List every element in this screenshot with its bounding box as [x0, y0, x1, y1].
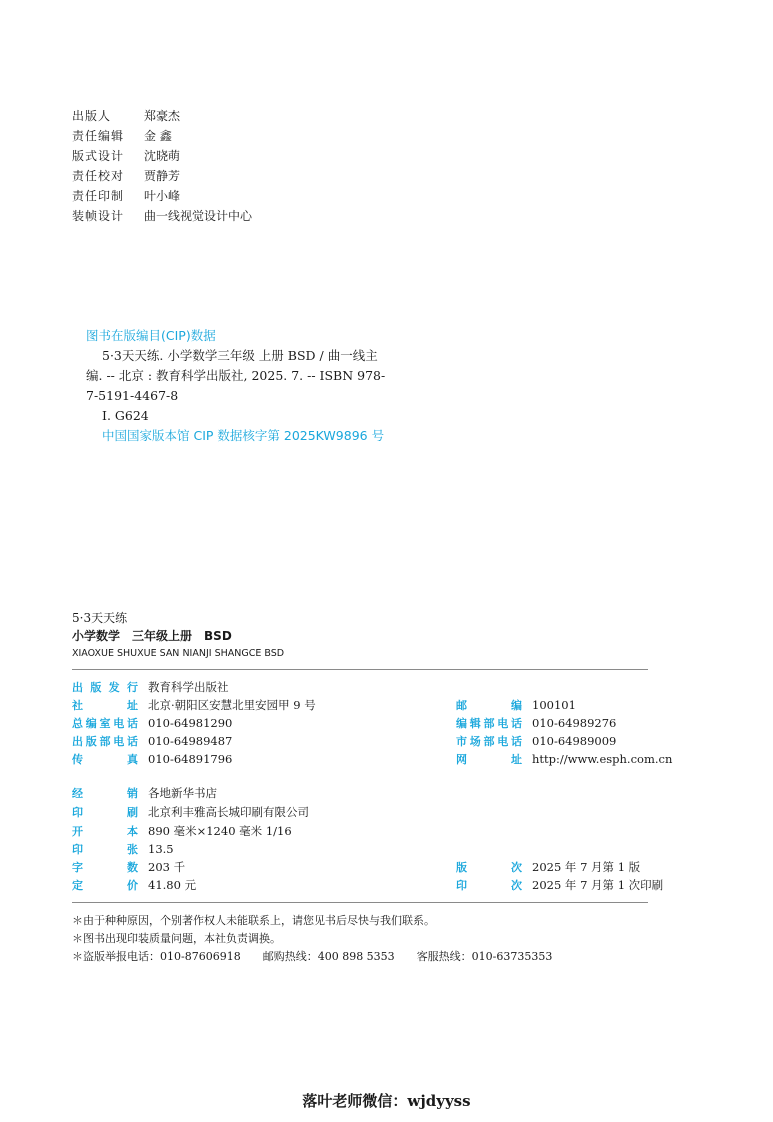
book-title	[72, 627, 284, 645]
cip-heading: 图书在版编目(CIP)数据	[86, 328, 216, 343]
info-value: 2025 年 7 月第 1 版	[532, 860, 641, 874]
book-grade: 三年级上册	[132, 629, 193, 643]
staff-name: 曲一线视觉设计中心	[144, 209, 253, 223]
info-value: 教育科学出版社	[148, 680, 229, 694]
info-label: 总 编 室 电 话	[72, 717, 138, 730]
staff-name: 金 鑫	[144, 129, 172, 143]
info-value: 2025 年 7 月第 1 次印刷	[532, 878, 664, 892]
info-label: 编 辑 部 电 话	[456, 717, 522, 730]
publisher-row	[72, 678, 229, 696]
info-value: 各地新华书店	[148, 786, 217, 800]
cip-line: 7-5191-4467-8	[86, 388, 179, 403]
notes-block	[72, 912, 552, 966]
info-value: 010-64891796	[148, 752, 233, 766]
staff-name: 沈晓萌	[144, 149, 181, 163]
market-phone-row	[456, 732, 616, 750]
info-value: 北京利丰雅高长城印刷有限公司	[148, 805, 309, 819]
info-value: 北京·朝阳区安慧北里安园甲 9 号	[148, 698, 316, 712]
customer-hotline: 客服热线：010-63735353	[416, 950, 553, 963]
fax-row	[72, 750, 232, 768]
printer-row	[72, 803, 309, 821]
book-subject: 小学数学	[72, 629, 121, 643]
note	[72, 948, 552, 966]
info-label: 出 版 部 电 话	[72, 735, 138, 748]
note: ＊由于种种原因，个别著作权人未能联系上，请您见书后尽快与我们联系。	[72, 914, 435, 927]
info-label: 社 址	[72, 699, 138, 712]
chief-phone-row	[72, 714, 232, 732]
book-title-block	[72, 609, 284, 663]
info-label: 印 次	[456, 879, 522, 892]
price-row	[72, 876, 196, 894]
cip-block	[86, 326, 385, 446]
staff-role: 责任校对	[72, 169, 125, 183]
format-row	[72, 822, 292, 840]
book-pinyin: XIAOXUE SHUXUE SAN NIANJI SHANGCE BSD	[72, 648, 285, 659]
divider	[72, 902, 648, 903]
postcode-row	[456, 696, 576, 714]
staff-row	[72, 106, 252, 126]
info-label: 传 真	[72, 753, 138, 766]
staff-name: 贾静芳	[144, 169, 181, 183]
book-series: 5·3天天练	[72, 611, 128, 625]
cip-line: Ⅰ. G624	[102, 408, 149, 423]
info-label: 网 址	[456, 753, 522, 766]
info-label: 开 本	[72, 825, 138, 838]
info-value: 010-64989487	[148, 734, 233, 748]
staff-row	[72, 186, 252, 206]
pubdept-phone-row	[72, 732, 232, 750]
info-value: 010-64981290	[148, 716, 233, 730]
cip-line: 5·3天天练. 小学数学三年级 上册 BSD / 曲一线主	[102, 348, 378, 363]
staff-row	[72, 146, 252, 166]
info-label: 出 版 发 行	[72, 681, 138, 694]
info-value: 010-64989009	[532, 734, 617, 748]
note: ＊图书出现印装质量问题，本社负责调换。	[72, 932, 281, 945]
info-value: 203 千	[148, 860, 186, 874]
staff-row	[72, 126, 252, 146]
info-label: 印 张	[72, 843, 138, 856]
info-label: 市 场 部 电 话	[456, 735, 522, 748]
website-row	[456, 750, 672, 768]
cip-number: 中国国家版本馆 CIP 数据核字第 2025KW9896 号	[102, 428, 385, 443]
info-value: 100101	[532, 698, 576, 712]
staff-name: 叶小峰	[144, 189, 181, 203]
info-value: http://www.esph.com.cn	[532, 752, 673, 766]
info-label: 定 价	[72, 879, 138, 892]
info-value: 010-64989276	[532, 716, 617, 730]
info-label: 邮 编	[456, 699, 522, 712]
staff-role: 责任编辑	[72, 129, 125, 143]
staff-role: 版式设计	[72, 149, 125, 163]
info-label: 经 销	[72, 787, 138, 800]
cip-line: 编. -- 北京 : 教育科学出版社, 2025. 7. -- ISBN 978-	[86, 368, 386, 383]
divider	[72, 669, 648, 670]
staff-row	[72, 166, 252, 186]
info-value: 41.80 元	[148, 878, 197, 892]
info-value: 13.5	[148, 842, 174, 856]
mail-order-hotline: 邮购热线：400 898 5353	[262, 950, 395, 963]
address-row	[72, 696, 316, 714]
footer-text: 落叶老师微信：wjdyyss	[302, 1092, 471, 1110]
edition-row	[456, 858, 640, 876]
piracy-hotline: ＊盗版举报电话：010-87606918	[72, 950, 241, 963]
info-label: 印 刷	[72, 806, 138, 819]
book-edition-code: BSD	[204, 629, 232, 643]
printing-row	[456, 876, 663, 894]
info-value: 890 毫米×1240 毫米 1/16	[148, 824, 292, 838]
info-label: 版 次	[456, 861, 522, 874]
staff-role: 出版人	[72, 109, 112, 123]
staff-role: 装帧设计	[72, 209, 125, 223]
staff-role: 责任印制	[72, 189, 125, 203]
staff-name: 郑豪杰	[144, 109, 181, 123]
editorial-phone-row	[456, 714, 616, 732]
staff-credits	[72, 106, 252, 226]
staff-row	[72, 206, 252, 226]
words-row	[72, 858, 185, 876]
info-label: 字 数	[72, 861, 138, 874]
sheets-row	[72, 840, 174, 858]
distributor-row	[72, 784, 217, 802]
